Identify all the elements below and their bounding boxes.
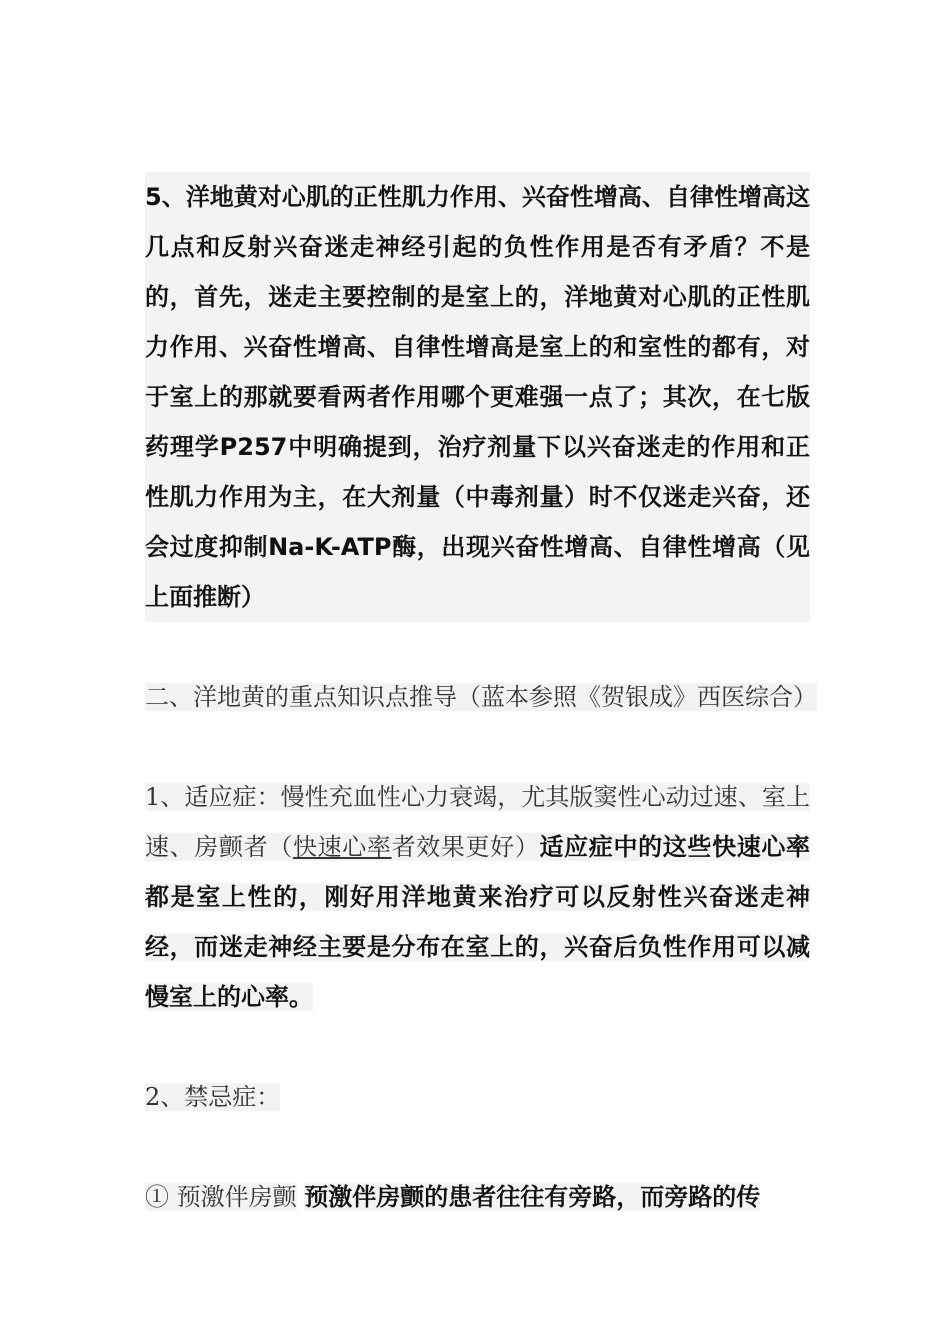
contraindication-item-1 [145, 1172, 810, 1222]
q5-question: 5、洋地黄对心肌的正性肌力作用、兴奋性增高、自律性增高这几点和反射兴奋迷走神经引起的负性作用是否有矛盾？ [145, 183, 810, 261]
indication-paragraph [145, 772, 810, 1022]
contraindication-heading [145, 1072, 810, 1122]
q5-answer-part3: 酶，出现兴奋性增高、自律性增高（见上面推断） [145, 533, 810, 611]
document-page [145, 172, 817, 1222]
contraindication-item-1-label: ① 预激伴房颤 [145, 1183, 297, 1211]
section-heading [145, 672, 817, 722]
q5-answer-page: P257 [219, 433, 288, 461]
contraindication-label: 2、禁忌症： [145, 1083, 281, 1111]
q5-answer-part2: 中明确提到，治疗剂量下以兴奋迷走的作用和正性肌力作用为主，在大剂量（中毒剂量）时不仅迷走兴奋，还会过度抑制 [145, 433, 811, 561]
indication-explain: 适应症中的这些快速心率都是室上性的，刚好用洋地黄来治疗可以反射性兴奋迷走神经，而迷走神经主要是分布在室上的，兴奋后负性作用可以减慢室上的心率。 [145, 833, 811, 1011]
section2-heading: 二、洋地黄的重点知识点推导（蓝本参照《贺银成》西医综合） [145, 683, 817, 711]
indication-underlined: 快速心率 [292, 833, 392, 861]
q5-answer-part1: 不是的，首先，迷走主要控制的是室上的，洋地黄对心肌的正性肌力作用、兴奋性增高、自律性增高是室上的和室性的都有，对于室上的那就要看两者作用哪个更难强一点了；其次，在七版药理学 [145, 233, 810, 461]
indication-label-end: 者效果更好） [391, 833, 540, 861]
contraindication-item-1-explain: 预激伴房颤的患者往往有旁路，而旁路的传 [304, 1183, 761, 1211]
indication-label: 1、适应症：慢性充血性心力衰竭，尤其版窦性心动过速、室上速、房颤者（ [145, 783, 810, 861]
q5-answer-enzyme: Na-K-ATP [268, 533, 392, 561]
q5-paragraph [145, 172, 810, 622]
